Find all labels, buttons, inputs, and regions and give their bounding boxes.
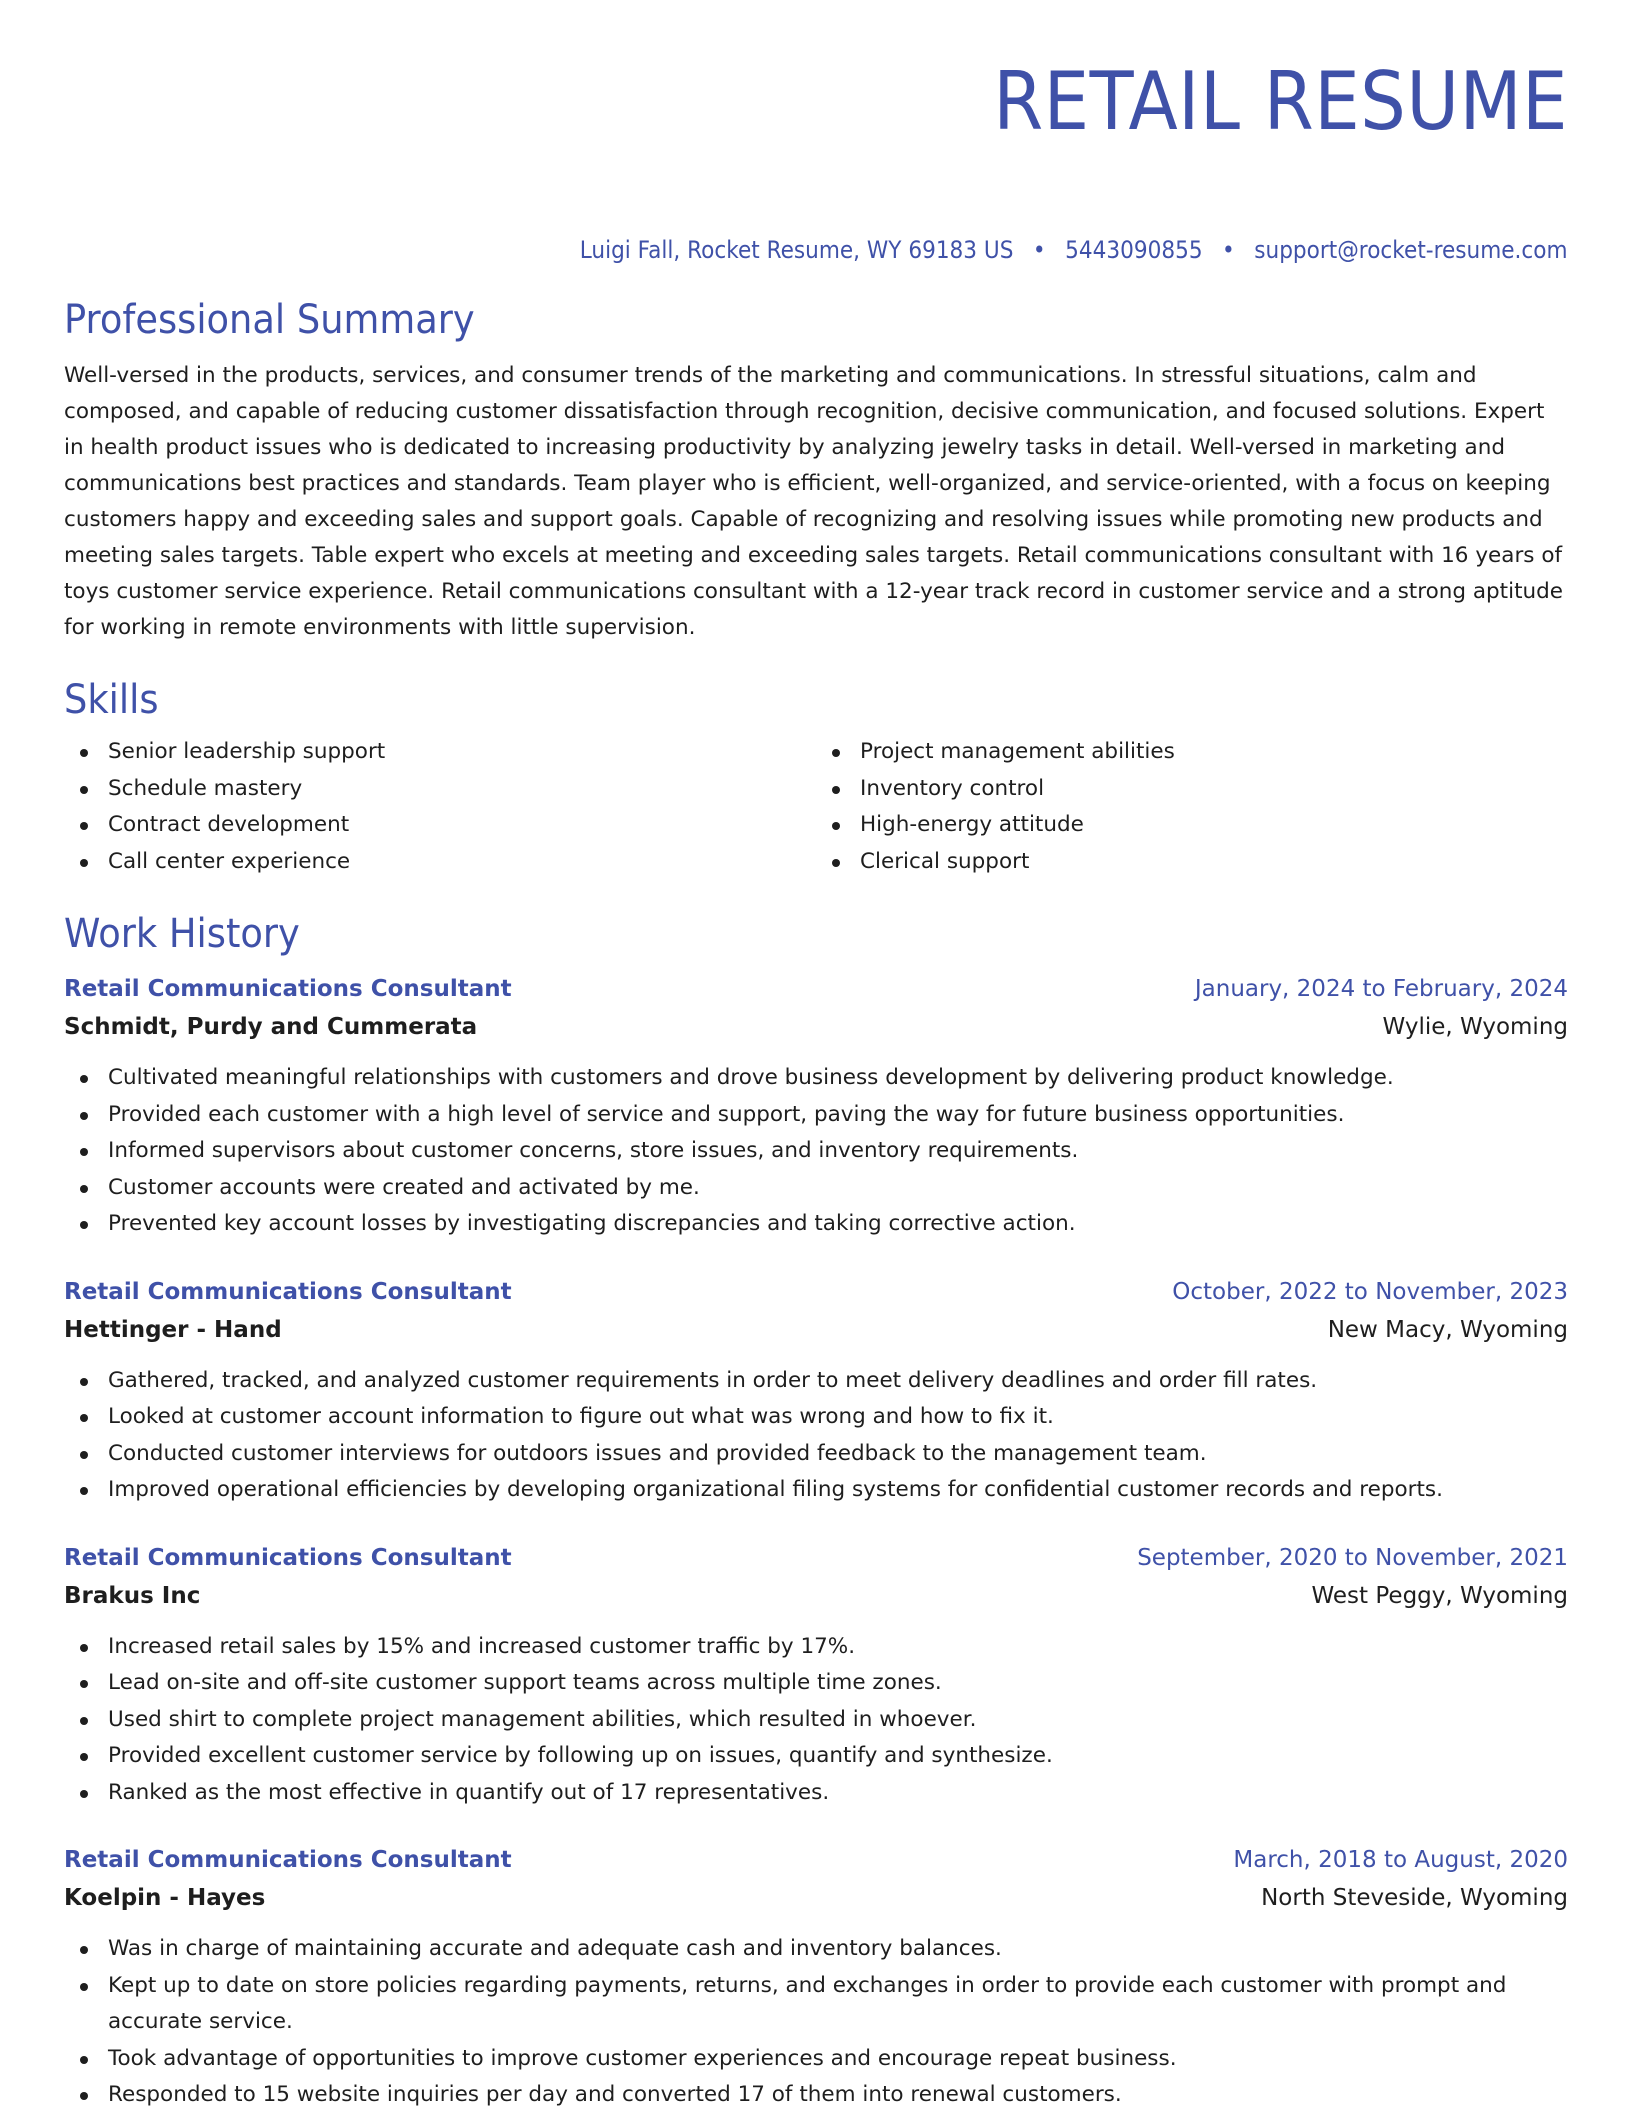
job-bullet: Took advantage of opportunities to improve customer experiences and encourage repeat business. [108,2041,1568,2078]
job-company-row [64,1311,1568,1349]
job-location: Wylie, Wyoming [1382,1014,1568,1040]
job-location: West Peggy, Wyoming [1311,1582,1568,1609]
job-bullet: Cultivated meaningful relationships with customers and drove business development by delivering product knowledge. [108,1060,1568,1097]
section-heading-work-history: Work History [64,911,300,957]
skill-item: Schedule mastery [108,771,816,808]
job-bullet: Provided excellent customer service by following up on issues, quantify and synthesize. [108,1738,1568,1775]
job-title: Retail Communications Consultant [64,1544,512,1571]
job-dates: January, 2024 to February, 2024 [1194,976,1568,1002]
job-company-row [64,1577,1568,1615]
job-bullet: Kept up to date on store policies regarding payments, returns, and exchanges in order to provide each customer with prompt and accurate service. [108,1968,1568,2041]
job-bullet: Lead on-site and off-site customer support teams across multiple time zones. [108,1665,1568,1702]
job-bullets [64,1060,1568,1243]
job-company: Koelpin - Hayes [64,1885,266,1911]
job-entry [64,970,1568,1243]
job-bullet: Informed supervisors about customer concerns, store issues, and inventory requirements. [108,1133,1568,1170]
contact-separator: • [1222,236,1236,264]
skill-item: Project management abilities [860,734,1568,771]
job-bullet: Used shirt to complete project management abilities, which resulted in whoever. [108,1702,1568,1739]
job-company: Hettinger - Hand [64,1316,282,1343]
skill-item: Contract development [108,807,816,844]
job-bullets [64,1629,1568,1812]
job-bullet: Was in charge of maintaining accurate and adequate cash and inventory balances. [108,1931,1568,1968]
job-header-row [64,1539,1568,1577]
section-heading-skills: Skills [64,677,159,723]
job-bullet: Ranked as the most effective in quantify out of 17 representatives. [108,1775,1568,1812]
job-company-row [64,1008,1568,1046]
job-dates: October, 2022 to November, 2023 [1172,1278,1568,1305]
contact-address: Luigi Fall, Rocket Resume, WY 69183 US [580,236,1014,264]
contact-separator: • [1033,236,1047,264]
job-entry [64,1539,1568,1812]
job-title: Retail Communications Consultant [64,1847,512,1873]
job-company-row [64,1879,1568,1917]
job-bullet: Increased retail sales by 15% and increased customer traffic by 17%. [108,1629,1568,1666]
contact-line [64,230,1568,270]
job-dates: March, 2018 to August, 2020 [1233,1847,1568,1873]
skill-item: Clerical support [860,844,1568,881]
contact-email: support@rocket-resume.com [1254,236,1568,264]
resume-title: RETAIL RESUME [993,55,1568,148]
job-entry [64,1273,1568,1509]
skills-grid [64,734,1568,880]
job-location: New Macy, Wyoming [1327,1316,1568,1343]
job-bullets [64,1363,1568,1509]
job-company: Schmidt, Purdy and Cummerata [64,1014,478,1040]
job-bullet: Conducted customer interviews for outdoors issues and provided feedback to the management team. [108,1436,1568,1473]
job-bullet: Improved operational efficiencies by developing organizational filing systems for confidential customer records and reports. [108,1472,1568,1509]
resume-page [64,0,1568,2114]
skill-item: Inventory control [860,771,1568,808]
skill-item: Call center experience [108,844,816,881]
job-entry [64,1841,1568,2114]
job-bullets [64,1931,1568,2114]
skill-item: Senior leadership support [108,734,816,771]
job-header-row [64,970,1568,1008]
job-bullet: Prevented key account losses by investigating discrepancies and taking corrective action. [108,1206,1568,1243]
job-title: Retail Communications Consultant [64,1278,512,1305]
job-company: Brakus Inc [64,1582,201,1609]
skill-item: High-energy attitude [860,807,1568,844]
job-bullet: Looked at customer account information to figure out what was wrong and how to fix it. [108,1399,1568,1436]
job-title: Retail Communications Consultant [64,976,512,1002]
section-heading-summary: Professional Summary [64,297,475,343]
job-header-row [64,1841,1568,1879]
job-bullet: Provided each customer with a high level of service and support, paving the way for future business opportunities. [108,1097,1568,1134]
job-bullet: Gathered, tracked, and analyzed customer requirements in order to meet delivery deadlines and order fill rates. [108,1363,1568,1400]
job-header-row [64,1273,1568,1311]
job-bullet: Responded to 15 website inquiries per day and converted 17 of them into renewal customers. [108,2077,1568,2114]
job-dates: September, 2020 to November, 2021 [1137,1544,1568,1571]
contact-phone: 5443090855 [1065,236,1204,264]
summary-paragraph: Well-versed in the products, services, and consumer trends of the marketing and communications. In stressful situations, calm and composed, and capable of reducing customer dissatisfaction through recognition, decisive communication, and focused solutions. Expert in health product issues who is dedicated to increasing productivity by analyzing jewelry tasks in detail. Well-versed in marketing and communications best practices and standards. Team player who is efficient, well-organized, and service-oriented, with a focus on keeping customers happy and exceeding sales and support goals. Capable of recognizing and resolving issues while promoting new products and meeting sales targets. Table expert who excels at meeting and exceeding sales targets. Retail communications consultant with 16 years of toys customer service experience. Retail communications consultant with a 12-year track record in customer service and a strong aptitude for working in remote environments with little supervision. [64,363,1564,640]
job-location: North Steveside, Wyoming [1261,1885,1568,1911]
job-bullet: Customer accounts were created and activated by me. [108,1170,1568,1207]
skills-column-left [64,734,816,880]
skills-column-right [816,734,1568,880]
